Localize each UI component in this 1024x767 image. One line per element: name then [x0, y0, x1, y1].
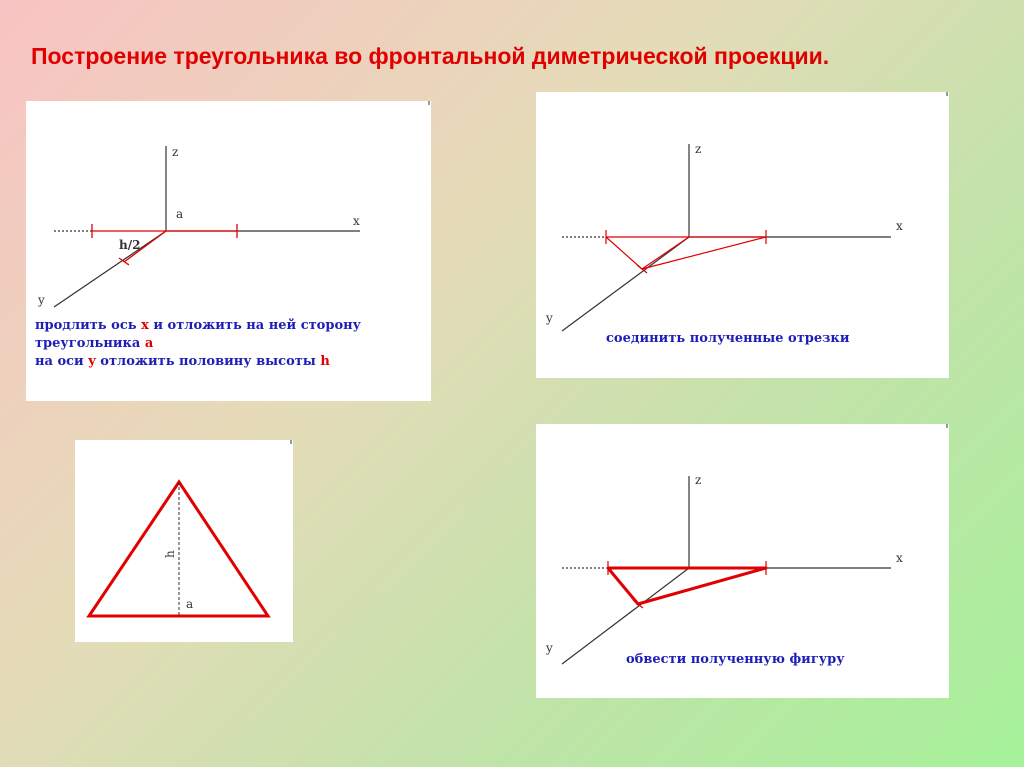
step1-panel: [26, 101, 431, 401]
triangle-panel: [75, 440, 293, 642]
caption-x: x: [141, 318, 149, 333]
z-axis-label: z: [172, 145, 179, 159]
y-axis-label: y: [546, 311, 553, 325]
caption-text: на оси: [35, 354, 89, 369]
y-axis-label: y: [546, 641, 553, 655]
step3-panel: [536, 424, 949, 698]
caption-h: h: [320, 354, 330, 369]
connect-right: [642, 237, 766, 269]
caption-y: y: [88, 354, 96, 369]
caption-text: и отложить на ней сторону: [148, 318, 361, 333]
half-height-segment: [642, 237, 689, 269]
page-title: Построение треугольника во фронтальной диметрической проекции.: [31, 43, 830, 69]
side-label: a: [186, 597, 194, 611]
y-axis-label: y: [38, 293, 45, 307]
z-axis-label: z: [695, 142, 702, 156]
step3-caption: обвести полученную фигуру: [626, 652, 845, 667]
y-axis: [54, 231, 166, 307]
triangle-diagram: [75, 440, 293, 642]
x-axis-label: x: [896, 219, 903, 233]
y-axis: [562, 568, 689, 664]
caption-text: продлить ось: [35, 318, 142, 333]
traced-triangle: [608, 568, 766, 604]
height-label: h: [163, 550, 177, 558]
y-axis: [562, 237, 689, 331]
x-axis-label: x: [353, 214, 360, 228]
z-axis-label: z: [695, 473, 702, 487]
connect-left: [606, 237, 642, 269]
step2-caption: соединить полученные отрезки: [606, 331, 850, 346]
caption-a: a: [144, 336, 154, 351]
step1-caption: [35, 317, 361, 371]
half-height-label: h/2: [119, 238, 141, 252]
caption-text: треугольника: [35, 336, 145, 351]
side-a-label: a: [176, 207, 184, 221]
x-axis-label: x: [896, 551, 903, 565]
step2-panel: [536, 92, 949, 378]
caption-text: отложить половину высоты: [95, 354, 321, 369]
